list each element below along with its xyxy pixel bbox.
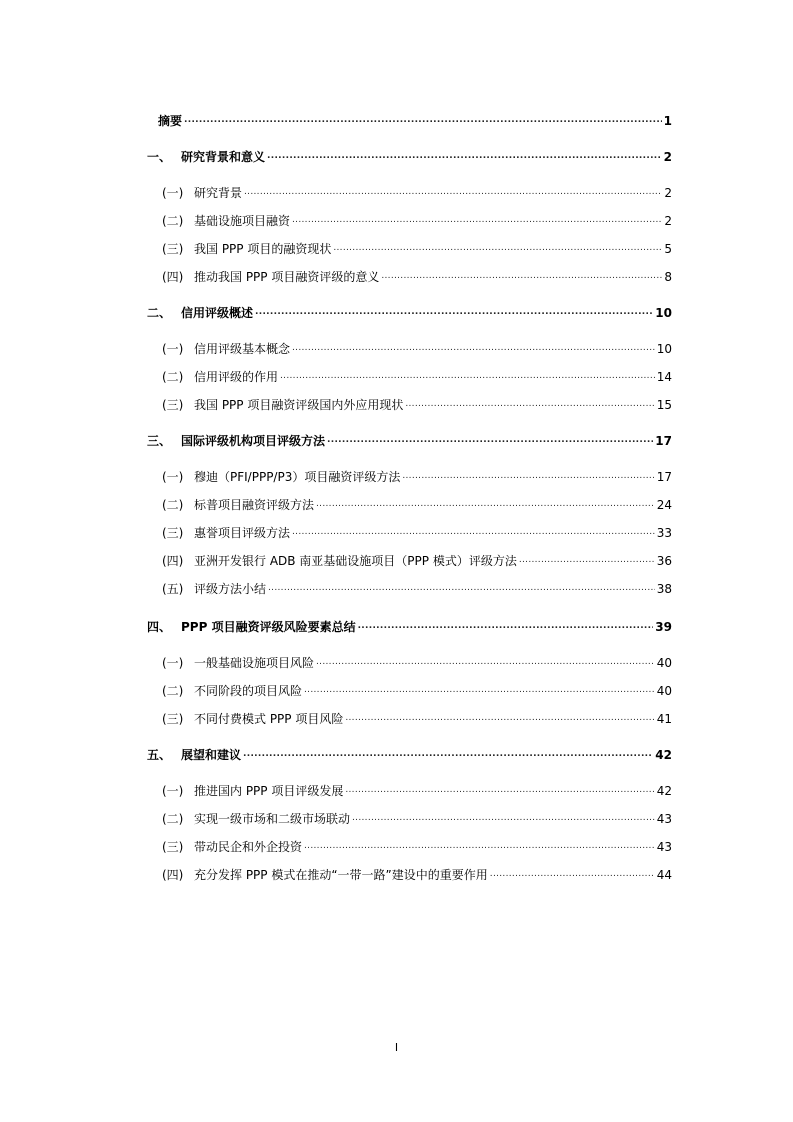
item-title: 实现一级市场和二级市场联动 <box>194 812 351 826</box>
item-title: 我国 PPP 项目融资评级国内外应用现状 <box>194 398 404 412</box>
toc-item-3-4[interactable] <box>162 552 672 569</box>
item-page: 40 <box>656 684 672 698</box>
toc-item-1-1[interactable] <box>162 184 672 201</box>
toc-item-1-3[interactable] <box>162 240 672 257</box>
dot-leader <box>243 747 653 759</box>
item-title: 不同阶段的项目风险 <box>194 684 303 698</box>
item-number: (四) <box>162 270 184 284</box>
item-title: 信用评级的作用 <box>194 370 279 384</box>
item-page: 2 <box>664 186 672 200</box>
item-page: 10 <box>656 342 672 356</box>
dot-leader <box>292 213 662 225</box>
toc-item-3-3[interactable] <box>162 524 672 541</box>
item-page: 33 <box>656 526 672 540</box>
toc-item-4-3[interactable] <box>162 710 672 727</box>
item-title: 亚洲开发银行 ADB 南亚基础设施项目（PPP 模式）评级方法 <box>194 554 517 568</box>
section-page: 17 <box>655 434 672 448</box>
toc-item-4-1[interactable] <box>162 654 672 671</box>
item-number: (二) <box>162 498 184 512</box>
item-page: 42 <box>656 784 672 798</box>
toc-section-4[interactable] <box>147 618 672 635</box>
item-page: 15 <box>656 398 672 412</box>
item-title: 研究背景 <box>194 186 243 200</box>
item-page: 36 <box>656 554 672 568</box>
item-number: (一) <box>162 784 184 798</box>
dot-leader <box>292 525 655 537</box>
item-number: (二) <box>162 214 184 228</box>
section-number: 三、 <box>147 434 172 448</box>
dot-leader <box>333 241 662 253</box>
dot-leader <box>280 369 655 381</box>
toc-item-5-2[interactable] <box>162 810 672 827</box>
section-number: 二、 <box>147 306 172 320</box>
toc-item-5-3[interactable] <box>162 838 672 855</box>
section-number: 五、 <box>147 748 172 762</box>
toc-section-5[interactable] <box>147 746 672 763</box>
item-number: (三) <box>162 526 184 540</box>
item-number: (二) <box>162 370 184 384</box>
toc-item-2-2[interactable] <box>162 368 672 385</box>
item-number: (二) <box>162 812 184 826</box>
item-number: (一) <box>162 656 184 670</box>
item-number: (五) <box>162 582 184 596</box>
dot-leader <box>402 469 654 481</box>
item-title: 评级方法小结 <box>194 582 267 596</box>
item-number: (二) <box>162 684 184 698</box>
dot-leader <box>255 305 653 317</box>
toc-section-3[interactable] <box>147 432 672 449</box>
item-number: (三) <box>162 712 184 726</box>
item-page: 44 <box>656 868 672 882</box>
dot-leader <box>244 185 662 197</box>
dot-leader <box>267 149 662 161</box>
dot-leader <box>304 839 655 851</box>
toc-item-5-1[interactable] <box>162 782 672 799</box>
item-page: 43 <box>656 812 672 826</box>
dot-leader <box>304 683 655 695</box>
section-title: 研究背景和意义 <box>181 150 266 164</box>
dot-leader <box>184 113 662 125</box>
page-footer-number: I <box>394 1041 399 1054</box>
item-number: (一) <box>162 342 184 356</box>
item-page: 14 <box>656 370 672 384</box>
item-number: (一) <box>162 186 184 200</box>
toc-item-2-3[interactable] <box>162 396 672 413</box>
dot-leader <box>381 269 662 281</box>
item-title: 推进国内 PPP 项目评级发展 <box>194 784 344 798</box>
item-number: (三) <box>162 398 184 412</box>
item-title: 标普项目融资评级方法 <box>194 498 315 512</box>
toc-section-2[interactable] <box>147 304 672 321</box>
item-page: 5 <box>664 242 672 256</box>
section-number: 一、 <box>147 150 172 164</box>
toc-item-3-5[interactable] <box>162 580 672 597</box>
item-page: 41 <box>656 712 672 726</box>
dot-leader <box>345 783 654 795</box>
item-title: 惠誉项目评级方法 <box>194 526 291 540</box>
section-page: 39 <box>655 620 672 634</box>
item-title: 我国 PPP 项目的融资现状 <box>194 242 332 256</box>
toc-item-5-4[interactable] <box>162 866 672 883</box>
section-page: 2 <box>663 150 672 164</box>
item-title: 带动民企和外企投资 <box>194 840 303 854</box>
toc-entry-title: 摘要 <box>158 114 183 128</box>
item-page: 40 <box>656 656 672 670</box>
item-title: 信用评级基本概念 <box>194 342 291 356</box>
item-number: (三) <box>162 840 184 854</box>
toc-item-3-2[interactable] <box>162 496 672 513</box>
section-title: 展望和建议 <box>181 748 242 762</box>
item-page: 24 <box>656 498 672 512</box>
toc-item-1-2[interactable] <box>162 212 672 229</box>
dot-leader <box>358 619 654 631</box>
item-page: 8 <box>664 270 672 284</box>
item-title: 推动我国 PPP 项目融资评级的意义 <box>194 270 380 284</box>
section-title: PPP 项目融资评级风险要素总结 <box>181 620 356 634</box>
item-number: (四) <box>162 868 184 882</box>
dot-leader <box>327 433 653 445</box>
item-page: 2 <box>664 214 672 228</box>
item-page: 38 <box>656 582 672 596</box>
dot-leader <box>292 341 655 353</box>
dot-leader <box>316 655 655 667</box>
section-page: 10 <box>655 306 672 320</box>
dot-leader <box>268 581 655 593</box>
item-number: (四) <box>162 554 184 568</box>
dot-leader <box>405 397 654 409</box>
item-title: 基础设施项目融资 <box>194 214 291 228</box>
section-number: 四、 <box>147 620 172 634</box>
item-title: 一般基础设施项目风险 <box>194 656 315 670</box>
item-title: 充分发挥 PPP 模式在推动“一带一路”建设中的重要作用 <box>194 868 488 882</box>
item-page: 17 <box>656 470 672 484</box>
toc-entry-page: 1 <box>663 114 672 128</box>
toc-item-2-1[interactable] <box>162 340 672 357</box>
dot-leader <box>345 711 654 723</box>
dot-leader <box>490 867 655 879</box>
dot-leader <box>352 811 655 823</box>
item-title: 穆迪（PFI/PPP/P3）项目融资评级方法 <box>194 470 401 484</box>
item-title: 不同付费模式 PPP 项目风险 <box>194 712 344 726</box>
item-page: 43 <box>656 840 672 854</box>
section-page: 42 <box>655 748 672 762</box>
dot-leader <box>519 553 655 565</box>
toc-item-1-4[interactable] <box>162 268 672 285</box>
dot-leader <box>316 497 655 509</box>
toc-item-4-2[interactable] <box>162 682 672 699</box>
toc-item-3-1[interactable] <box>162 468 672 485</box>
section-title: 国际评级机构项目评级方法 <box>181 434 326 448</box>
section-title: 信用评级概述 <box>181 306 254 320</box>
item-number: (三) <box>162 242 184 256</box>
toc-section-1[interactable] <box>147 148 672 165</box>
item-number: (一) <box>162 470 184 484</box>
toc-entry-abstract[interactable] <box>158 112 672 129</box>
